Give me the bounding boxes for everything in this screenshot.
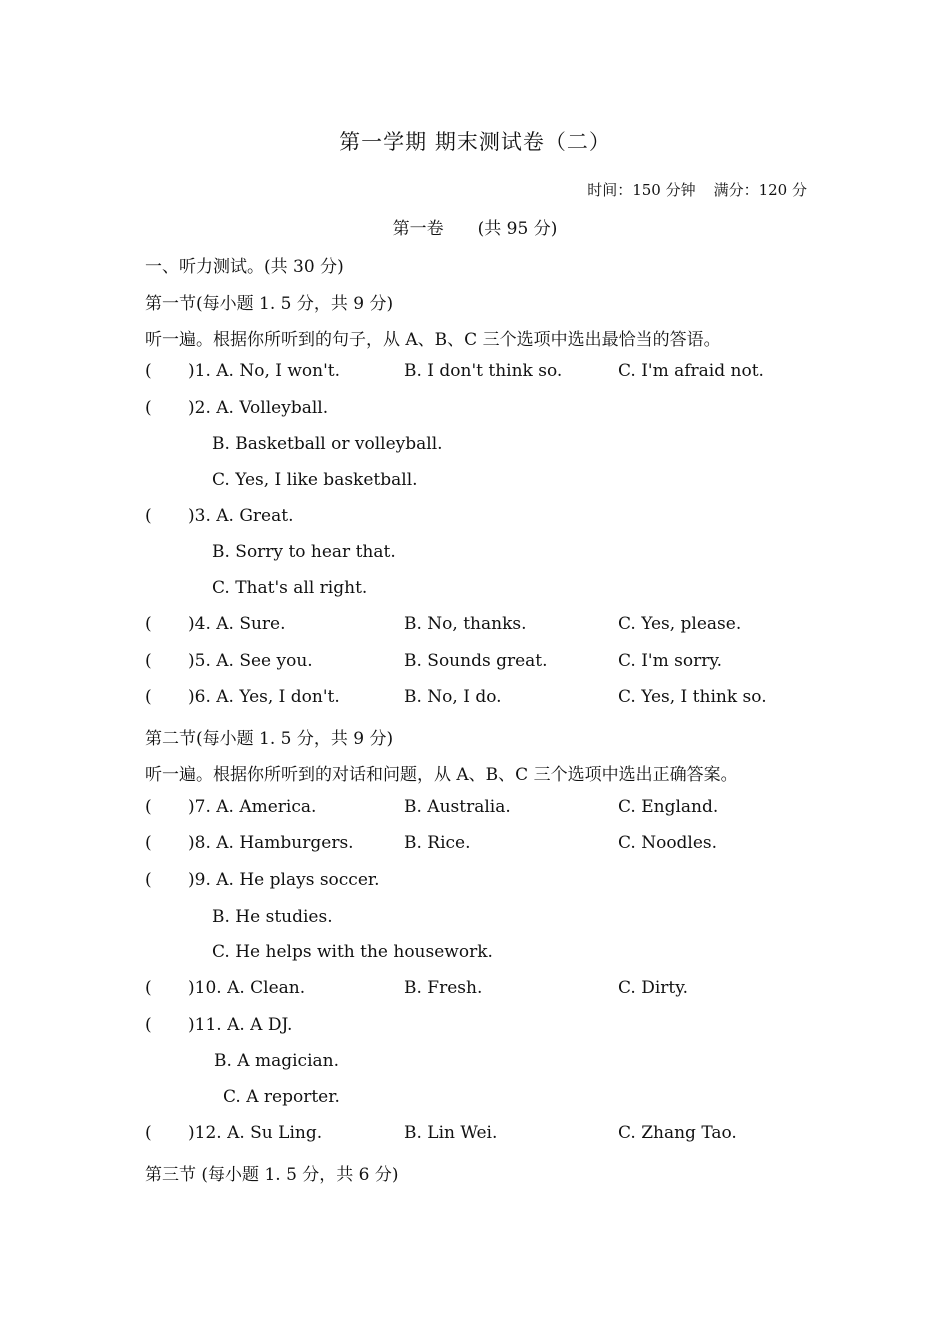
option-c: C. Yes, I think so. <box>618 687 767 707</box>
answer-paren[interactable]: ( <box>145 614 152 634</box>
option-a: )5. A. See you. <box>188 651 313 671</box>
option-c: C. England. <box>618 797 719 817</box>
section1-heading: 第一节(每小题 1. 5 分，共 9 分) <box>145 294 394 314</box>
answer-paren[interactable]: ( <box>145 651 152 671</box>
full-score: 满分：120 分 <box>713 181 807 199</box>
option-a: )7. A. America. <box>188 797 317 817</box>
option-a: )2. A. Volleyball. <box>188 398 329 418</box>
option-b: B. Australia. <box>404 797 511 817</box>
section2-heading: 第二节(每小题 1. 5 分，共 9 分) <box>145 729 394 749</box>
section2-instruction: 听一遍。根据你所听到的对话和问题，从 A、B、C 三个选项中选出正确答案。 <box>145 765 738 785</box>
answer-paren[interactable]: ( <box>145 398 152 418</box>
option-b: B. Fresh. <box>404 978 483 998</box>
option-a: )6. A. Yes, I don't. <box>188 687 340 707</box>
option-a: )1. A. No, I won't. <box>188 361 341 381</box>
option-a: )9. A. He plays soccer. <box>188 870 380 890</box>
option-c: C. I'm afraid not. <box>618 361 764 381</box>
option-b: B. Sorry to hear that. <box>212 542 396 562</box>
volume-points: (共 95 分) <box>477 219 558 239</box>
option-c: C. Dirty. <box>618 978 688 998</box>
page-title: 第一学期 期末测试卷（二） <box>339 130 611 154</box>
option-a: )4. A. Sure. <box>188 614 286 634</box>
answer-paren[interactable]: ( <box>145 361 152 381</box>
option-b: B. No, thanks. <box>404 614 527 634</box>
option-b: B. No, I do. <box>404 687 502 707</box>
answer-paren[interactable]: ( <box>145 687 152 707</box>
volume-label: 第一卷 <box>392 219 444 239</box>
answer-paren[interactable]: ( <box>145 833 152 853</box>
answer-paren[interactable]: ( <box>145 797 152 817</box>
answer-paren[interactable]: ( <box>145 506 152 526</box>
option-a: )11. A. A DJ. <box>188 1015 293 1035</box>
option-a: )3. A. Great. <box>188 506 294 526</box>
option-b: B. Sounds great. <box>404 651 548 671</box>
option-c: C. He helps with the housework. <box>212 942 493 962</box>
option-c: C. Noodles. <box>618 833 718 853</box>
part-heading: 一、听力测试。(共 30 分) <box>145 257 344 277</box>
option-b: B. I don't think so. <box>404 361 563 381</box>
option-c: C. Zhang Tao. <box>618 1123 737 1143</box>
option-b: B. Basketball or volleyball. <box>212 434 443 454</box>
option-c: C. A reporter. <box>223 1087 340 1107</box>
answer-paren[interactable]: ( <box>145 1123 152 1143</box>
option-b: B. A magician. <box>214 1051 340 1071</box>
answer-paren[interactable]: ( <box>145 978 152 998</box>
option-c: C. That's all right. <box>212 578 368 598</box>
option-c: C. I'm sorry. <box>618 651 723 671</box>
option-c: C. Yes, I like basketball. <box>212 470 418 490</box>
option-b: B. Lin Wei. <box>404 1123 498 1143</box>
section3-heading: 第三节 (每小题 1. 5 分，共 6 分) <box>145 1165 399 1185</box>
option-a: )12. A. Su Ling. <box>188 1123 323 1143</box>
option-a: )8. A. Hamburgers. <box>188 833 354 853</box>
option-b: B. Rice. <box>404 833 471 853</box>
answer-paren[interactable]: ( <box>145 1015 152 1035</box>
option-a: )10. A. Clean. <box>188 978 306 998</box>
time-limit: 时间：150 分钟 <box>587 181 696 199</box>
option-b: B. He studies. <box>212 907 333 927</box>
answer-paren[interactable]: ( <box>145 870 152 890</box>
option-c: C. Yes, please. <box>618 614 742 634</box>
volume-heading <box>0 214 950 239</box>
exam-meta <box>587 179 807 200</box>
section1-instruction: 听一遍。根据你所听到的句子，从 A、B、C 三个选项中选出最恰当的答语。 <box>145 330 721 350</box>
